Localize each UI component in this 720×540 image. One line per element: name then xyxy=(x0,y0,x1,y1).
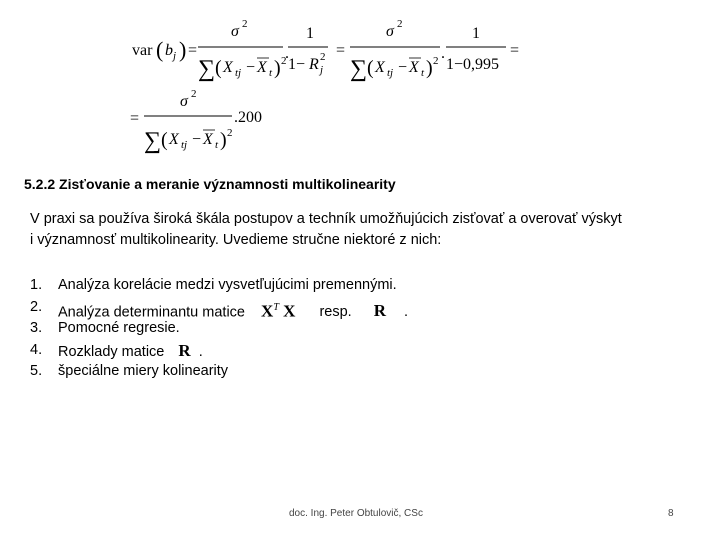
list-end-dot: . xyxy=(404,304,409,321)
paren-close-3: ) xyxy=(426,57,433,79)
sigma-2-sq: 2 xyxy=(397,18,403,30)
sigma-3: σ xyxy=(180,93,188,110)
matrix-x2: X xyxy=(278,301,296,321)
list-text: Rozklady matice xyxy=(58,343,165,360)
matrix-r-2: R xyxy=(178,340,191,360)
variance-formula-svg xyxy=(128,14,528,84)
page-number: 8 xyxy=(668,508,674,519)
r-sub-j: j xyxy=(320,64,324,76)
x-t-3: X xyxy=(203,131,213,148)
paragraph-line-2: i významnosť multikolinearity. Uvedieme stručne niektoré z nich: xyxy=(30,232,442,248)
one-minus-value: 1−0,995 xyxy=(446,56,500,73)
sigma-2: σ xyxy=(386,23,394,40)
tj-sub-2: tj xyxy=(387,67,394,79)
minus-2: − xyxy=(398,59,408,76)
one-2: 1 xyxy=(472,25,480,42)
t-sub-1: t xyxy=(269,67,273,79)
sum-1: ∑ xyxy=(198,56,216,82)
list-number: 1. xyxy=(30,277,43,293)
equals-1: = xyxy=(188,42,198,59)
list-item xyxy=(30,340,408,362)
paren-close: ) xyxy=(179,37,187,62)
list-number: 3. xyxy=(30,320,43,336)
list-text: špeciálne miery kolinearity xyxy=(58,363,229,379)
list-text: Pomocné regresie. xyxy=(58,320,180,336)
minus-1: − xyxy=(246,59,256,76)
list-item xyxy=(30,318,408,340)
intro-paragraph xyxy=(30,209,710,251)
footer-author: doc. Ing. Peter Obtulovič, CSc xyxy=(289,508,423,519)
matrix-x: X xyxy=(261,301,274,321)
t-sub-2: t xyxy=(421,67,425,79)
paren-open-4: ( xyxy=(161,129,168,151)
sum-2: ∑ xyxy=(350,56,368,82)
tj-sub-3: tj xyxy=(181,139,188,151)
paragraph-line-1: V praxi sa používa široká škála postupov a techník umožňujúcich zisťovať a overovať výskyt xyxy=(30,211,622,227)
sum-3: ∑ xyxy=(144,128,162,154)
transpose-sup: T xyxy=(273,301,279,313)
equals-3: = xyxy=(510,42,520,59)
variance-result-formula xyxy=(128,90,288,165)
list-item xyxy=(30,297,408,319)
variance-formula xyxy=(128,14,528,89)
sq-2: 2 xyxy=(433,55,439,67)
list-item xyxy=(30,361,408,383)
paren-close-2: ) xyxy=(274,57,281,79)
resp-text: resp. xyxy=(319,304,352,321)
one-minus: 1− xyxy=(288,56,306,73)
sigma-1-sq: 2 xyxy=(242,18,248,30)
paren-close-4: ) xyxy=(220,129,227,151)
x-t-1: X xyxy=(257,59,267,76)
equals-4: = xyxy=(130,110,140,127)
t-sub-3: t xyxy=(215,139,219,151)
multiplier: .200 xyxy=(234,109,262,126)
section-heading: 5.2.2 Zisťovanie a meranie významnosti multikolinearity xyxy=(24,176,396,192)
list-text: Analýza korelácie medzi vysvetľujúcimi premennými. xyxy=(58,277,397,293)
sigma-1: σ xyxy=(231,23,239,40)
x-t-2: X xyxy=(409,59,419,76)
list-item xyxy=(30,275,408,297)
list-number: 2. xyxy=(30,298,43,315)
x-tj-3: X xyxy=(169,131,179,148)
r-symbol: R xyxy=(309,56,319,73)
dot-1: . xyxy=(285,45,289,62)
tj-sub-1: tj xyxy=(235,67,242,79)
sq-3: 2 xyxy=(227,127,233,139)
methods-list xyxy=(30,275,408,383)
dot-2: . xyxy=(441,45,445,62)
x-tj-2: X xyxy=(375,59,385,76)
x-tj-1: X xyxy=(223,59,233,76)
paren-open-2: ( xyxy=(215,57,222,79)
paren-open: ( xyxy=(156,37,164,62)
var-label: var xyxy=(132,42,153,59)
r-sq: 2 xyxy=(320,51,326,63)
matrix-r: R xyxy=(373,301,386,321)
sq-1: 2 xyxy=(281,55,287,67)
j-subscript: j xyxy=(173,50,177,62)
paren-open-3: ( xyxy=(367,57,374,79)
one-1: 1 xyxy=(306,25,314,42)
b-symbol: b xyxy=(165,42,173,59)
list-number: 4. xyxy=(30,341,43,358)
list-end-dot: . xyxy=(198,343,203,360)
list-number: 5. xyxy=(30,363,43,379)
variance-result-svg xyxy=(128,90,288,160)
sigma-3-sq: 2 xyxy=(191,88,197,100)
equals-2: = xyxy=(336,42,346,59)
list-text: Analýza determinantu matice xyxy=(58,304,245,321)
minus-3: − xyxy=(192,131,202,148)
